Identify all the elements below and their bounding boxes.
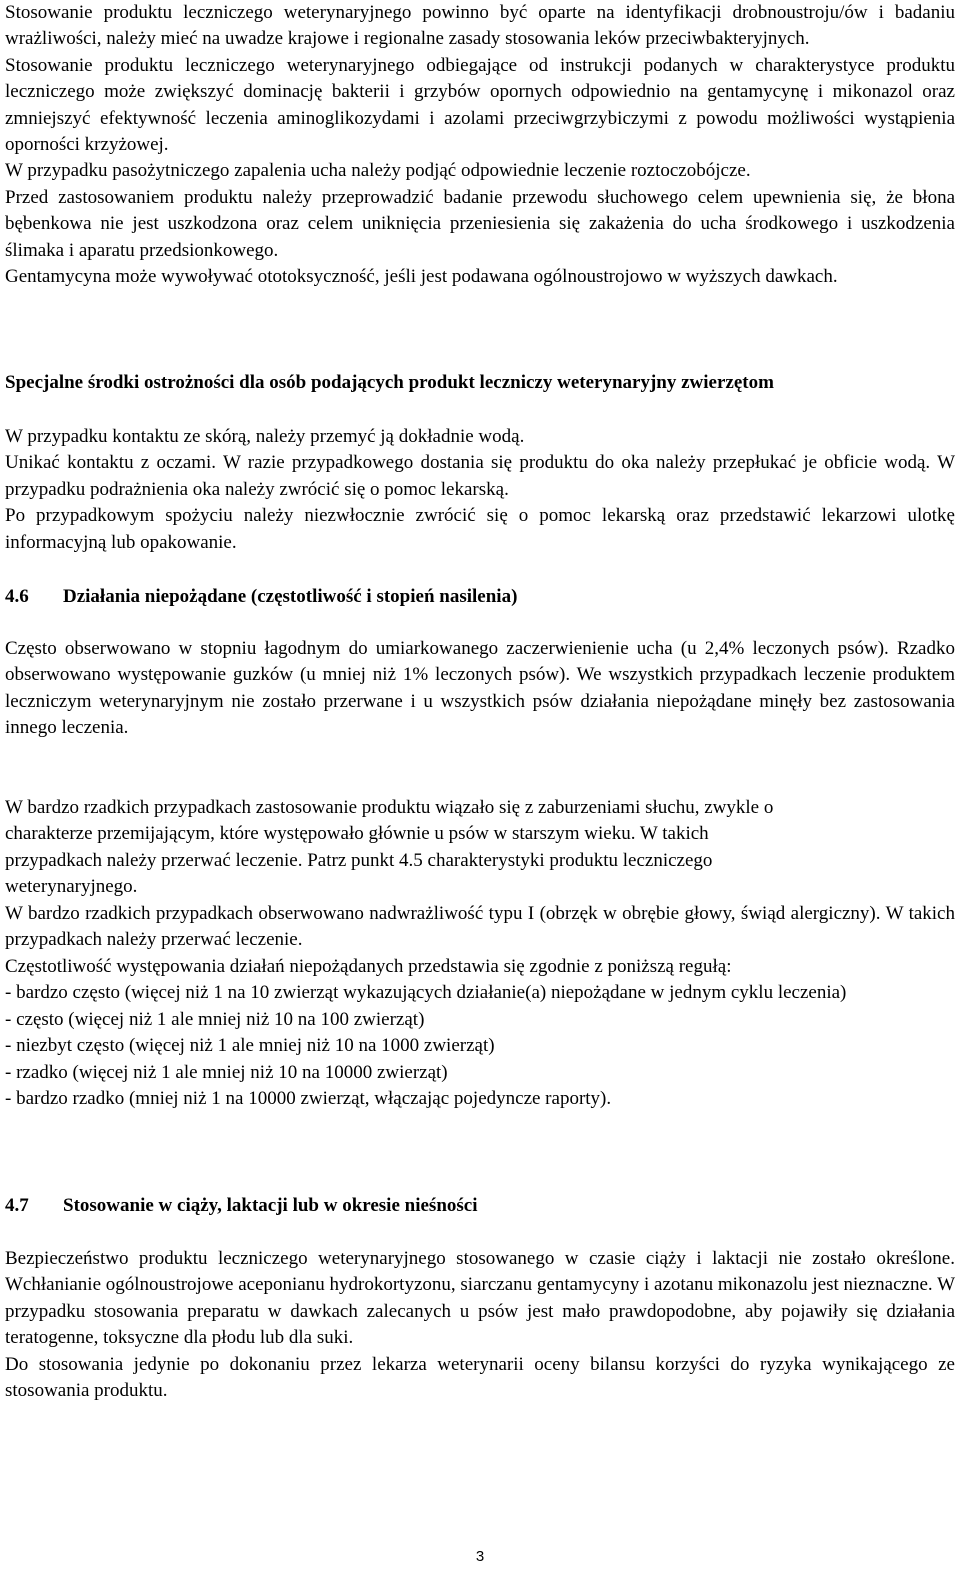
frequency-item: - bardzo rzadko (mniej niż 1 na 10000 zwierząt, włączając pojedyncze raporty).	[5, 1088, 612, 1110]
paragraph-ear-exam: Przed zastosowaniem produktu należy przeprowadzić badanie przewodu słuchowego celem upewnienia się, że błona bębenkowa nie jest uszkodzona oraz celem uniknięcia przeniesienia się zakażenia do ucha środkowego i uszkodzenia ślimaka i aparatu przedsionkowego.	[5, 186, 955, 261]
frequency-item: - rzadko (więcej niż 1 ale mniej niż 10 na 10000 zwierząt)	[5, 1061, 448, 1083]
paragraph-risk-benefit: Do stosowania jedynie po dokonaniu przez lekarza weterynarii oceny bilansu korzyści do ryzyka wynikającego ze stosowania produktu.	[5, 1353, 955, 1402]
paragraph-hearing-line: W bardzo rzadkich przypadkach zastosowanie produktu wiązało się z zaburzeniami słuchu, zwykle o	[5, 797, 774, 818]
paragraph-skin-contact: W przypadku kontaktu ze skórą, należy przemyć ją dokładnie wodą.	[5, 426, 525, 447]
precautions-heading: Specjalne środki ostrożności dla osób podających produkt leczniczy weterynaryjny zwierzętom	[5, 372, 774, 393]
section-4-7-heading	[5, 1193, 955, 1219]
paragraph-hypersensitivity: W bardzo rzadkich przypadkach obserwowano nadwrażliwość typu I (obrzęk w obrębie głowy, świąd alergiczny). W takich przypadkach należy przerwać leczenie.	[5, 902, 955, 951]
frequency-item: - niezbyt często (więcej niż 1 ale mniej niż 10 na 1000 zwierząt)	[5, 1035, 495, 1057]
frequency-item: - często (więcej niż 1 ale mniej niż 10 na 100 zwierząt)	[5, 1008, 425, 1030]
section-4-7-body	[5, 1246, 955, 1404]
paragraph-hearing-line: przypadkach należy przerwać leczenie. Patrz punkt 4.5 charakterystyki produktu leczniczego	[5, 849, 713, 871]
paragraph-eye-contact: Unikać kontaktu z oczami. W razie przypadkowego dostania się produktu do oka należy przepłukać je obficie wodą. W przypadku podrażnienia oka należy zwrócić się o pomoc lekarską.	[5, 452, 955, 500]
frequency-item: - bardzo często (więcej niż 1 na 10 zwierząt wykazujących działanie(a) niepożądane w jednym cyklu leczenia)	[5, 982, 847, 1004]
section-4-7-title: Stosowanie w ciąży, laktacji lub w okresie nieśności	[63, 1195, 478, 1216]
frequency-intro: Częstotliwość występowania działań niepożądanych przedstawia się zgodnie z poniższą regułą:	[5, 956, 732, 977]
section-4-6-number: 4.6	[5, 586, 29, 607]
paragraph-pregnancy-safety: Bezpieczeństwo produktu leczniczego weterynaryjnego stosowanego w czasie ciąży i laktacji nie zostało określone. Wchłanianie ogólnoustrojowe aceponianu hydrokortyzonu, siarczanu gentamycyny i azotanu mikonazolu jest nieznaczne. W przypadku stosowania preparatu w dawkach zalecanych u psów jest mało prawdopodobne, aby pojawiły się działania teratogenne, toksyczne dla płodu lub dla suki.	[5, 1248, 955, 1349]
section-4-6-heading-block	[5, 584, 955, 610]
paragraph-hearing-line: charakterze przemijającym, które występowało głównie u psów w starszym wieku. W takich	[5, 823, 709, 845]
section-4-6-title: Działania niepożądane (częstotliwość i stopień nasilenia)	[63, 586, 518, 607]
section-4-7-heading-block	[5, 1193, 955, 1219]
paragraph-ingestion: Po przypadkowym spożyciu należy niezwłocznie zwrócić się o pomoc lekarską oraz przedstawić lekarzowi ulotkę informacyjną lub opakowanie.	[5, 505, 955, 553]
section-4-6-heading	[5, 584, 955, 610]
section-4-7-number: 4.7	[5, 1195, 29, 1216]
page-number: 3	[475, 1548, 485, 1565]
intro-section	[5, 0, 955, 290]
paragraph-hearing-line: weterynaryjnego.	[5, 876, 138, 898]
paragraph-hearing	[5, 795, 955, 901]
paragraph-ototoxicity: Gentamycyna może wywoływać ototoksyczność, jeśli jest podawana ogólnoustrojowo w wyższych dawkach.	[5, 266, 838, 288]
paragraph-identification: Stosowanie produktu leczniczego weterynaryjnego powinno być oparte na identyfikacji drobnoustroju/ów i badaniu wrażliwości, należy mieć na uwadze krajowe i regionalne zasady stosowania leków przeciwbakteryjnych.	[5, 2, 955, 50]
section-4-6-para1-block	[5, 636, 955, 742]
section-4-6-para2-block	[5, 795, 955, 953]
precautions-section	[5, 370, 955, 396]
frequency-block	[5, 954, 955, 1112]
paragraph-common-reactions: Często obserwowano w stopniu łagodnym do umiarkowanego zaczerwienienie ucha (u 2,4% leczonych psów). Rzadko obserwowano występowanie guzków (u mniej niż 1% leczonych psów). We wszystkich przypadkach leczenie produktem leczniczym weterynaryjnym nie zostało przerwane i u wszystkich psów działania niepożądane minęły bez zastosowania innego leczenia.	[5, 638, 955, 739]
paragraph-deviation: Stosowanie produktu leczniczego weterynaryjnego odbiegające od instrukcji podanych w charakterystyce produktu leczniczego może zwiększyć dominację bakterii i grzybów opornych odpowiednio na gentamycynę i mikonazol oraz zmniejszyć efektywność leczenia aminoglikozydami i azolami przeciwgrzybiczymi z powodu możliwości wystąpienia oporności krzyżowej.	[5, 54, 955, 156]
precautions-body	[5, 424, 955, 556]
paragraph-parasitic-otitis: W przypadku pasożytniczego zapalenia ucha należy podjąć odpowiednie leczenie roztoczobójcze.	[5, 160, 751, 182]
